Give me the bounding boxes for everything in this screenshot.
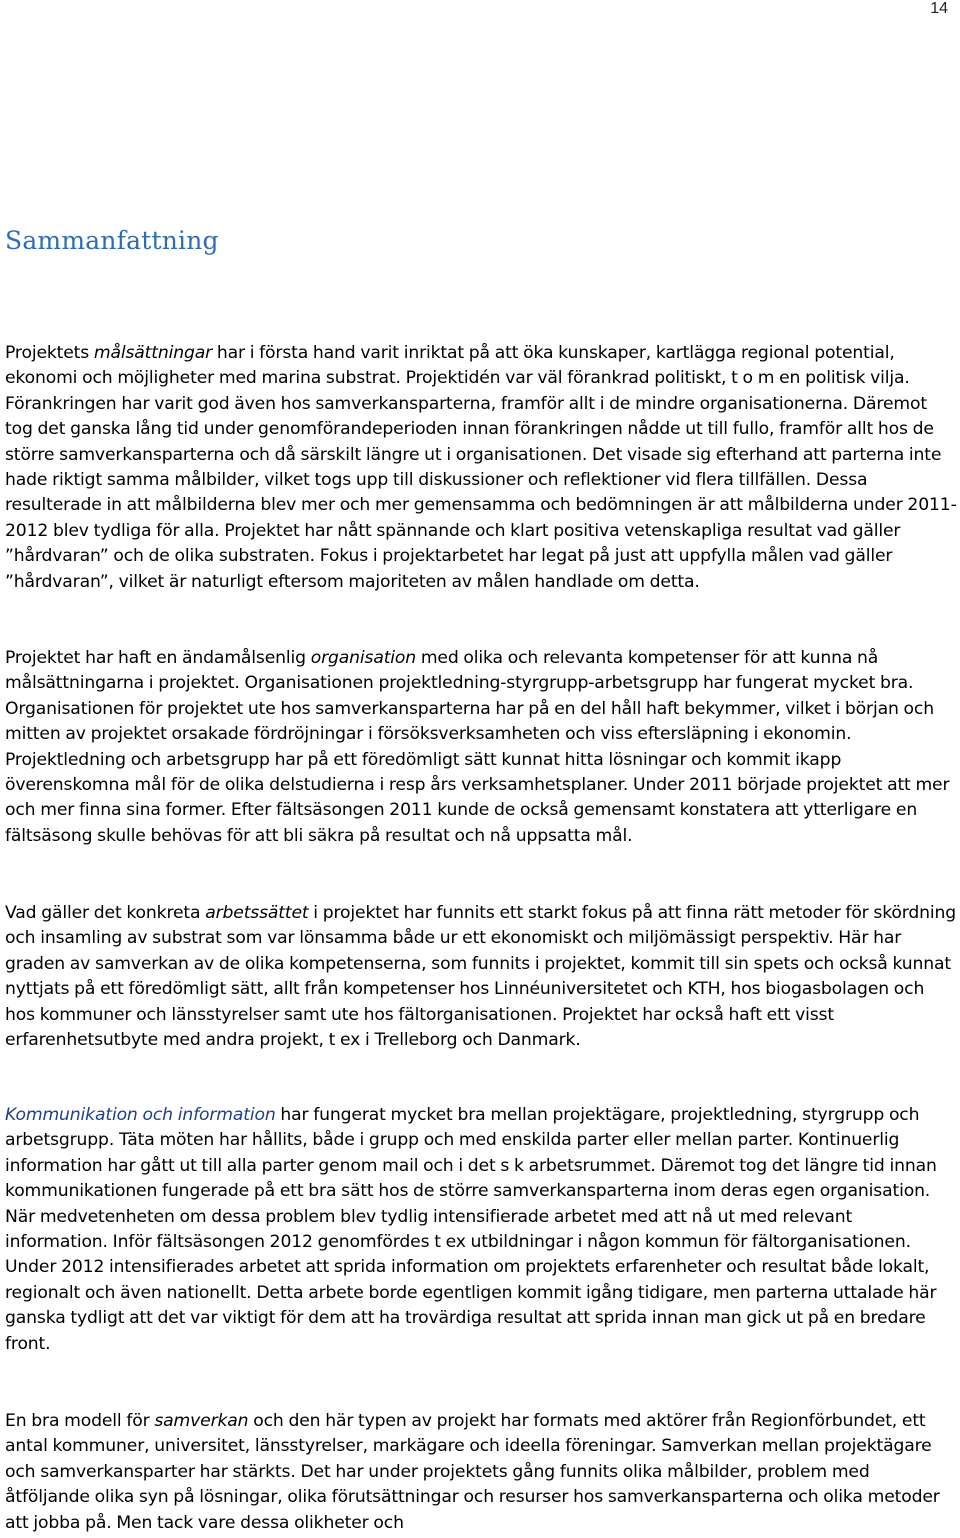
paragraph-communication-body: har fungerat mycket bra mellan projektägare, projektledning, styrgrupp och arbetsgrupp. Täta möten har hållits, både i grupp och med enskilda parter eller mellan parter. Kontinuerlig information har gått ut till alla parter genom mail och i det s k arbetsrummet. Däremot tog det längre tid innan kommunikationen fungerade på ett bra sätt hos de större samverkansparterna inom deras egen organisation. När medvetenheten om dessa problem blev tydlig intensifierade arbetet med att nå ut med relevant information. Inför fältsäsongen 2012 genomfördes t ex utbildningar i någon kommun för fältorganisationen. Under 2012 intensifierades arbetet att sprida information om projektets erfarenheter och resultat både lokalt, regionalt och även nationellt. Detta arbete borde egentligen kommit igång tidigare, men parterna uttalade här ganska tydligt att det var viktigt för dem att ha trovärdiga resultat att sprida innan man gick ut på en bredare front. xyxy=(5,1105,937,1354)
paragraph-cooperation-body: och den här typen av projekt har formats med aktörer från Regionförbundet, ett antal kommuner, universitet, länsstyrelser, markägare och ideella föreningar. Samverkan mellan projektägare och samverkansparter har stärkts. Det har under projektets gång funnits olika målbilder, problem med åtföljande olika syn på lösningar, olika förutsättningar och resurser hos samverkansparterna och olika metoder att jobba på. Men tack vare dessa olikheter och xyxy=(5,1411,940,1533)
paragraph-goals-body: har i första hand varit inriktat på att öka kunskaper, kartlägga regional potential, ekonomi och möjligheter med marina substrat. Projektidén var väl förankrad politiskt, t o m en politisk vilja. Förankringen har varit god även hos samverkansparterna, framför allt i de mindre organisationerna. Däremot tog det ganska lång tid under genomförandeperioden innan förankringen nådde ut till fullo, framför allt hos de större samverkansparterna och då särskilt längre ut i organisationen. Det visade sig efterhand att parterna inte hade riktigt samma målbilder, vilket togs upp till diskussioner och reflektioner vid flera tillfällen. Dessa resulterade in att målbilderna blev mer och mer gemensamma och bedömningen är att målbilderna under 2011-2012 blev tydliga för alla. Projektet har nått spännande och klart positiva vetenskapliga resultat vad gäller ”hårdvaran” och de olika substraten. Fokus i projektarbetet har legat på just att uppfylla målen vad gäller ”hårdvaran”, vilket är naturligt eftersom majoriteten av målen handlade om detta. xyxy=(5,343,957,592)
paragraph-working-method-emphasis: arbetssättet xyxy=(205,903,309,923)
paragraph-organisation-lead: Projektet har haft en ändamålsenlig xyxy=(5,648,311,668)
paragraph-goals-lead: Projektets xyxy=(5,343,94,363)
section-title: Sammanfattning xyxy=(5,226,219,255)
paragraph-communication-emphasis: Kommunikation och information xyxy=(5,1105,276,1125)
paragraph-goals xyxy=(5,341,957,595)
paragraph-goals-emphasis: målsättningar xyxy=(93,343,213,363)
paragraph-organisation-emphasis: organisation xyxy=(310,648,417,668)
paragraph-working-method xyxy=(5,901,957,1053)
paragraph-organisation-body: med olika och relevanta kompetenser för att kunna nå målsättningarna i projektet. Organisationen projektledning-styrgrupp-arbetsgrupp har fungerat mycket bra. Organisationen för projektet ute hos samverkansparterna har på en del håll haft bekymmer, vilket i början och mitten av projektet orsakade fördröjningar i försöksverksamheten och viss eftersläpning i ekonomin. Projektledning och arbetsgrupp har på ett föredömligt sätt kunnat hitta lösningar och kommit ikapp överenskomna mål för de olika delstudierna i resp års verksamhetsplaner. Under 2011 började projektet att mer och mer finna sina former. Efter fältsäsongen 2011 kunde de också gemensamt konstatera att ytterligare en fältsäsong skulle behövas för att bli säkra på resultat och nå uppsatta mål. xyxy=(5,648,950,846)
paragraph-cooperation-emphasis: samverkan xyxy=(154,1411,249,1431)
paragraph-communication xyxy=(5,1103,957,1357)
paragraph-organisation xyxy=(5,646,957,849)
page-number: 14 xyxy=(930,0,948,17)
paragraph-cooperation xyxy=(5,1409,957,1536)
paragraph-working-method-lead: Vad gäller det konkreta xyxy=(5,903,206,923)
paragraph-cooperation-lead: En bra modell för xyxy=(5,1411,155,1431)
paragraph-working-method-body: i projektet har funnits ett starkt fokus på att finna rätt metoder för skördning och insamling av substrat som var lönsamma både ur ett ekonomiskt och miljömässigt perspektiv. Här har graden av samverkan av de olika kompetenserna, som funnits i projektet, kommit till sin spets och också kunnat nyttjats på ett föredömligt sätt, allt från kompetenser hos Linnéuniversitetet och KTH, hos biogasbolagen och hos kommuner och länsstyrelser samt ute hos fältorganisationen. Projektet har också haft ett visst erfarenhetsutbyte med andra projekt, t ex i Trelleborg och Danmark. xyxy=(5,903,957,1051)
